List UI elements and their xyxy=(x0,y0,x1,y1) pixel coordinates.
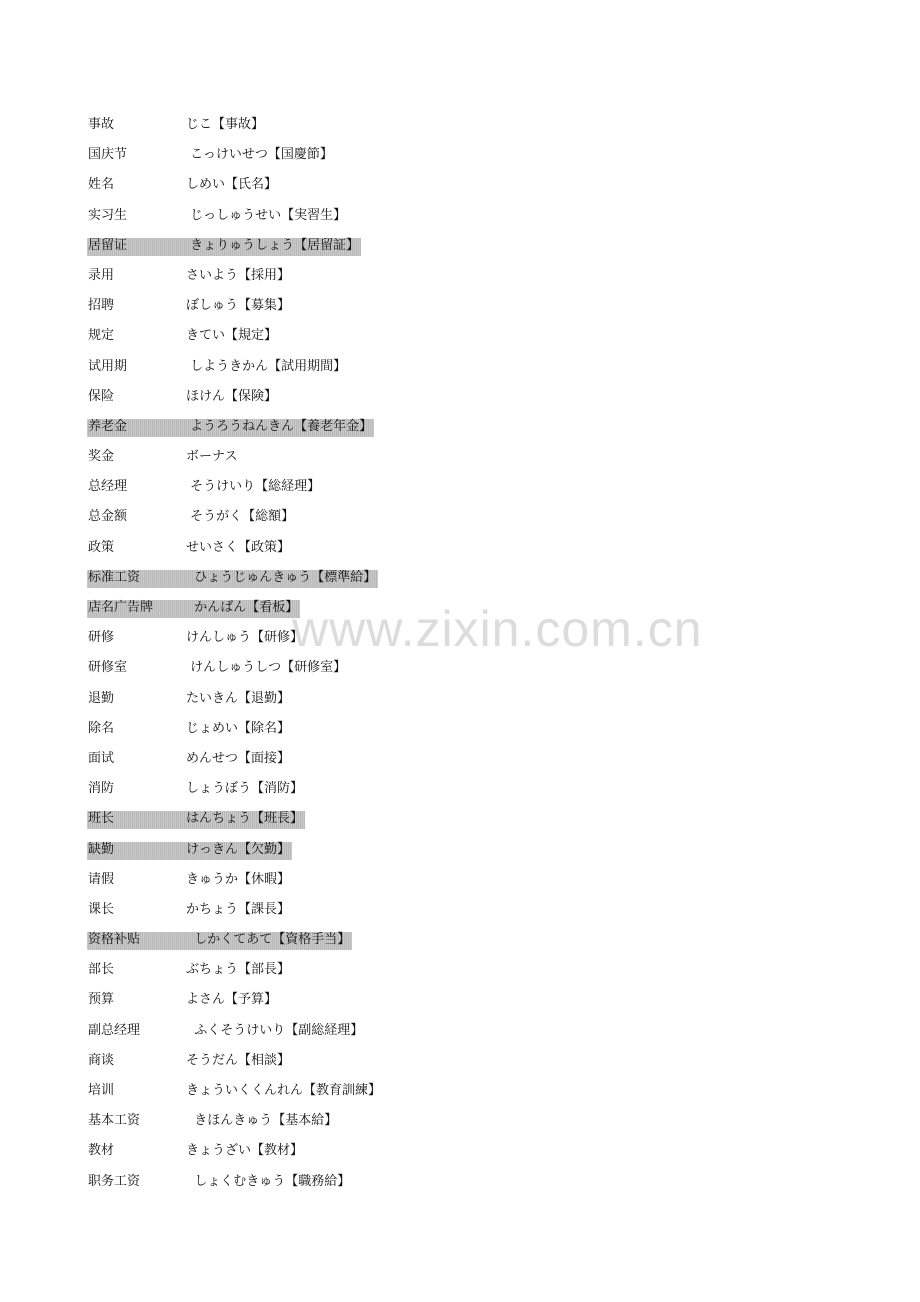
japanese-reading: きゅうか【休暇】 xyxy=(186,871,291,887)
chinese-term: 保险 xyxy=(88,388,115,404)
vocab-row xyxy=(87,714,687,744)
japanese-reading: じょめい【除名】 xyxy=(186,720,291,736)
japanese-reading: ようろうねんきん【養老年金】 xyxy=(186,418,373,434)
chinese-term: 除名 xyxy=(88,720,115,736)
vocab-row xyxy=(87,412,687,442)
japanese-reading: きてい【規定】 xyxy=(186,328,278,344)
vocab-row xyxy=(87,442,687,472)
japanese-reading: めんせつ【面接】 xyxy=(186,750,291,766)
chinese-term: 商谈 xyxy=(88,1052,115,1068)
chinese-term: 录用 xyxy=(88,267,115,283)
chinese-term: 规定 xyxy=(88,328,115,344)
chinese-term: 研修室 xyxy=(88,660,128,676)
chinese-term: 政策 xyxy=(88,539,115,555)
vocab-row xyxy=(87,140,687,170)
japanese-reading: けっきん【欠勤】 xyxy=(186,841,291,857)
vocab-row xyxy=(87,291,687,321)
chinese-term: 养老金 xyxy=(88,418,128,434)
chinese-term: 课长 xyxy=(88,901,115,917)
japanese-reading: そうけいり【総経理】 xyxy=(186,479,321,495)
vocab-row xyxy=(87,955,687,985)
vocab-row xyxy=(87,925,687,955)
chinese-term: 标准工资 xyxy=(88,569,141,585)
chinese-term: 国庆节 xyxy=(88,147,128,163)
chinese-term: 请假 xyxy=(88,871,115,887)
vocab-row xyxy=(87,382,687,412)
chinese-term: 消防 xyxy=(88,781,115,797)
chinese-term: 职务工资 xyxy=(88,1173,141,1189)
japanese-reading: じこ【事故】 xyxy=(186,117,265,132)
chinese-term: 部长 xyxy=(88,962,115,978)
vocab-row xyxy=(87,835,687,865)
japanese-reading: ぼしゅう【募集】 xyxy=(186,298,291,314)
japanese-reading: ふくそうけいり【副総経理】 xyxy=(186,1022,364,1038)
japanese-reading: しょくむきゅう【職務給】 xyxy=(186,1173,351,1189)
vocab-row xyxy=(87,261,687,291)
chinese-term: 面试 xyxy=(88,750,115,766)
vocab-row xyxy=(87,1076,687,1106)
chinese-term: 研修 xyxy=(88,630,115,646)
chinese-term: 资格补贴 xyxy=(88,932,141,948)
vocab-row xyxy=(87,865,687,895)
japanese-reading: こっけいせつ【国慶節】 xyxy=(186,147,333,163)
vocab-row xyxy=(87,563,687,593)
japanese-reading: かちょう【課長】 xyxy=(186,901,291,917)
vocab-row xyxy=(87,684,687,714)
japanese-reading: しょうぼう【消防】 xyxy=(186,781,304,797)
chinese-term: 奖金 xyxy=(88,449,115,465)
japanese-reading: しめい【氏名】 xyxy=(186,177,278,193)
chinese-term: 总经理 xyxy=(88,479,128,495)
vocab-row xyxy=(87,1016,687,1046)
chinese-term: 副总经理 xyxy=(88,1022,141,1038)
japanese-reading: たいきん【退勤】 xyxy=(186,690,291,706)
chinese-term: 教材 xyxy=(88,1143,115,1159)
japanese-reading: ぶちょう【部長】 xyxy=(186,962,291,978)
vocab-row xyxy=(87,533,687,563)
chinese-term: 实习生 xyxy=(88,207,128,223)
chinese-term: 总金额 xyxy=(88,509,128,525)
japanese-reading: しようきかん【試用期間】 xyxy=(186,358,347,374)
japanese-reading: せいさく【政策】 xyxy=(186,539,291,555)
chinese-term: 姓名 xyxy=(88,177,115,193)
vocab-row xyxy=(87,895,687,925)
chinese-term: 基本工资 xyxy=(88,1113,141,1129)
japanese-reading: そうだん【相談】 xyxy=(186,1052,291,1068)
vocab-row xyxy=(87,472,687,502)
japanese-reading: きょりゅうしょう【居留証】 xyxy=(186,237,360,253)
vocab-row xyxy=(87,110,687,140)
vocab-row xyxy=(87,1136,687,1166)
japanese-reading: かんばん【看板】 xyxy=(186,600,299,615)
japanese-reading: きょうざい【教材】 xyxy=(186,1143,304,1159)
vocab-row xyxy=(87,774,687,804)
japanese-reading: ボーナス xyxy=(186,449,238,465)
japanese-reading: はんちょう【班長】 xyxy=(186,811,304,827)
vocab-row xyxy=(87,804,687,834)
japanese-reading: しかくてあて【資格手当】 xyxy=(186,932,351,948)
japanese-reading: けんしゅう【研修】 xyxy=(186,630,304,646)
chinese-term: 培训 xyxy=(88,1083,115,1098)
chinese-term: 居留证 xyxy=(88,237,128,253)
vocab-row xyxy=(87,985,687,1015)
vocab-row xyxy=(87,201,687,231)
japanese-reading: きょういくくんれん【教育訓練】 xyxy=(186,1083,382,1098)
vocab-row xyxy=(87,321,687,351)
vocab-row xyxy=(87,231,687,261)
chinese-term: 试用期 xyxy=(88,358,128,374)
japanese-reading: さいよう【採用】 xyxy=(186,267,291,283)
japanese-reading: そうがく【総額】 xyxy=(186,509,295,525)
japanese-reading: じっしゅうせい【実習生】 xyxy=(186,207,347,223)
japanese-reading: ひょうじゅんきゅう【標準給】 xyxy=(186,569,377,585)
chinese-term: 班长 xyxy=(88,811,115,827)
chinese-term: 预算 xyxy=(88,992,115,1008)
japanese-reading: きほんきゅう【基本給】 xyxy=(186,1113,338,1129)
chinese-term: 店名广告牌 xyxy=(88,600,154,615)
chinese-term: 缺勤 xyxy=(88,841,115,857)
vocab-row xyxy=(87,170,687,200)
japanese-reading: よさん【予算】 xyxy=(186,992,278,1008)
watermark: www.zixin.com.cn xyxy=(292,601,703,657)
vocab-row xyxy=(87,1167,687,1197)
vocab-row xyxy=(87,352,687,382)
chinese-term: 招聘 xyxy=(88,298,115,314)
vocab-row xyxy=(87,1046,687,1076)
vocab-row xyxy=(87,502,687,532)
chinese-term: 事故 xyxy=(88,117,115,132)
japanese-reading: けんしゅうしつ【研修室】 xyxy=(186,660,347,676)
japanese-reading: ほけん【保険】 xyxy=(186,388,278,404)
vocab-row xyxy=(87,744,687,774)
vocab-row xyxy=(87,1106,687,1136)
chinese-term: 退勤 xyxy=(88,690,115,706)
